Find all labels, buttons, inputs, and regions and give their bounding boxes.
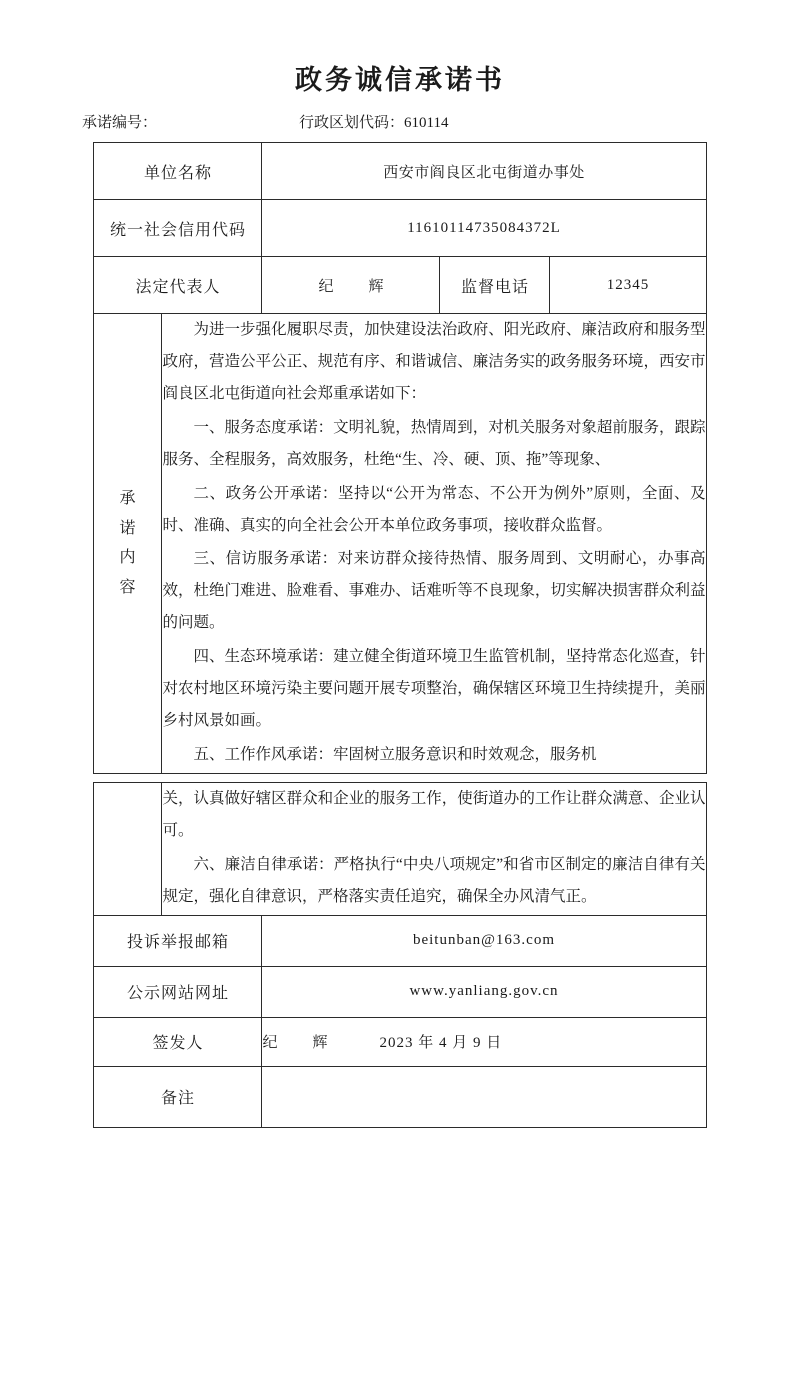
- content-body-part2: [162, 782, 706, 915]
- legal-rep-name-text: 纪 辉: [318, 278, 394, 295]
- content-paragraph: 三、信访服务承诺：对来访群众接待热情、服务周到、文明耐心，办事高效，杜绝门难进、脸难看、事难办、话难听等不良现象，切实解决损害群众利益的问题。: [162, 550, 706, 632]
- region-code-label: 行政区划代码：: [299, 115, 405, 131]
- supervision-phone-value: 12345: [550, 257, 706, 314]
- issuer-label: 签发人: [94, 1017, 262, 1066]
- content-paragraph: 一、服务态度承诺：文明礼貌，热情周到，对机关服务对象超前服务，跟踪服务、全程服务，高效服务，杜绝“生、冷、硬、顶、拖”等现象、: [162, 418, 706, 468]
- document-subheader: [46, 111, 754, 132]
- legal-rep-value: [262, 257, 440, 314]
- website-label: 公示网站网址: [94, 966, 262, 1017]
- website-value: www.yanliang.gov.cn: [262, 966, 706, 1017]
- complaint-email-value: beitunban@163.com: [262, 915, 706, 966]
- remark-value: [262, 1066, 706, 1127]
- table-gap: [46, 774, 754, 782]
- table-row-legal-rep: [94, 257, 706, 314]
- issuer-date: 2023 年 4 月 9 日: [379, 1035, 503, 1052]
- content-body-part1: [162, 314, 706, 774]
- table-row-content-part1: [94, 314, 706, 774]
- promise-table-top: [93, 142, 706, 774]
- unit-name-value: 西安市阎良区北屯街道办事处: [262, 143, 706, 200]
- issuer-value: [262, 1017, 706, 1066]
- unit-name-label: 单位名称: [94, 143, 262, 200]
- promise-number-label: 承诺编号：: [82, 115, 158, 131]
- table-row-website: [94, 966, 706, 1017]
- content-paragraph: 关，认真做好辖区群众和企业的服务工作，使街道办的工作让群众满意、企业认可。: [162, 789, 706, 839]
- supervision-phone-label: 监督电话: [440, 257, 550, 314]
- content-paragraph: 二、政务公开承诺：坚持以“公开为常态、不公开为例外”原则，全面、及时、准确、真实的向全社会公开本单位政务事项，接收群众监督。: [162, 484, 706, 534]
- content-label-text: 承 诺 内 容: [119, 490, 137, 597]
- promise-table-bottom: [93, 782, 706, 1128]
- region-code: [299, 111, 448, 132]
- issuer-name: 纪 辉: [262, 1035, 338, 1052]
- table-row-issuer: [94, 1017, 706, 1066]
- region-code-value: 610114: [404, 115, 449, 131]
- content-paragraph: 为进一步强化履职尽责，加快建设法治政府、阳光政府、廉洁政府和服务型政府，营造公平公正、规范有序、和谐诚信、廉洁务实的政务服务环境，西安市阎良区北屯街道向社会郑重承诺如下：: [162, 321, 706, 402]
- table-row-content-part2: [94, 782, 706, 915]
- credit-code-label: 统一社会信用代码: [94, 200, 262, 257]
- table-row-complaint-email: [94, 915, 706, 966]
- page-title: 政务诚信承诺书: [295, 65, 505, 95]
- legal-rep-label: 法定代表人: [94, 257, 262, 314]
- table-row-credit-code: [94, 200, 706, 257]
- content-label-continued: [94, 782, 162, 915]
- complaint-email-label: 投诉举报邮箱: [94, 915, 262, 966]
- table-row-remark: [94, 1066, 706, 1127]
- remark-label: 备注: [94, 1066, 262, 1127]
- content-paragraph: 四、生态环境承诺：建立健全街道环境卫生监管机制，坚持常态化巡查，针对农村地区环境污染主要问题开展专项整治，确保辖区环境卫生持续提升，美丽乡村风景如画。: [162, 648, 706, 730]
- content-label: [94, 314, 162, 774]
- content-paragraph: 六、廉洁自律承诺：严格执行“中央八项规定”和省市区制定的廉洁自律有关规定，强化自律意识，严格落实责任追究，确保全办风清气正。: [162, 855, 706, 905]
- table-row-unit-name: [94, 143, 706, 200]
- content-paragraph: 五、工作作风承诺：牢固树立服务意识和时效观念，服务机: [193, 745, 597, 763]
- credit-code-value: 11610114735084372L: [262, 200, 706, 257]
